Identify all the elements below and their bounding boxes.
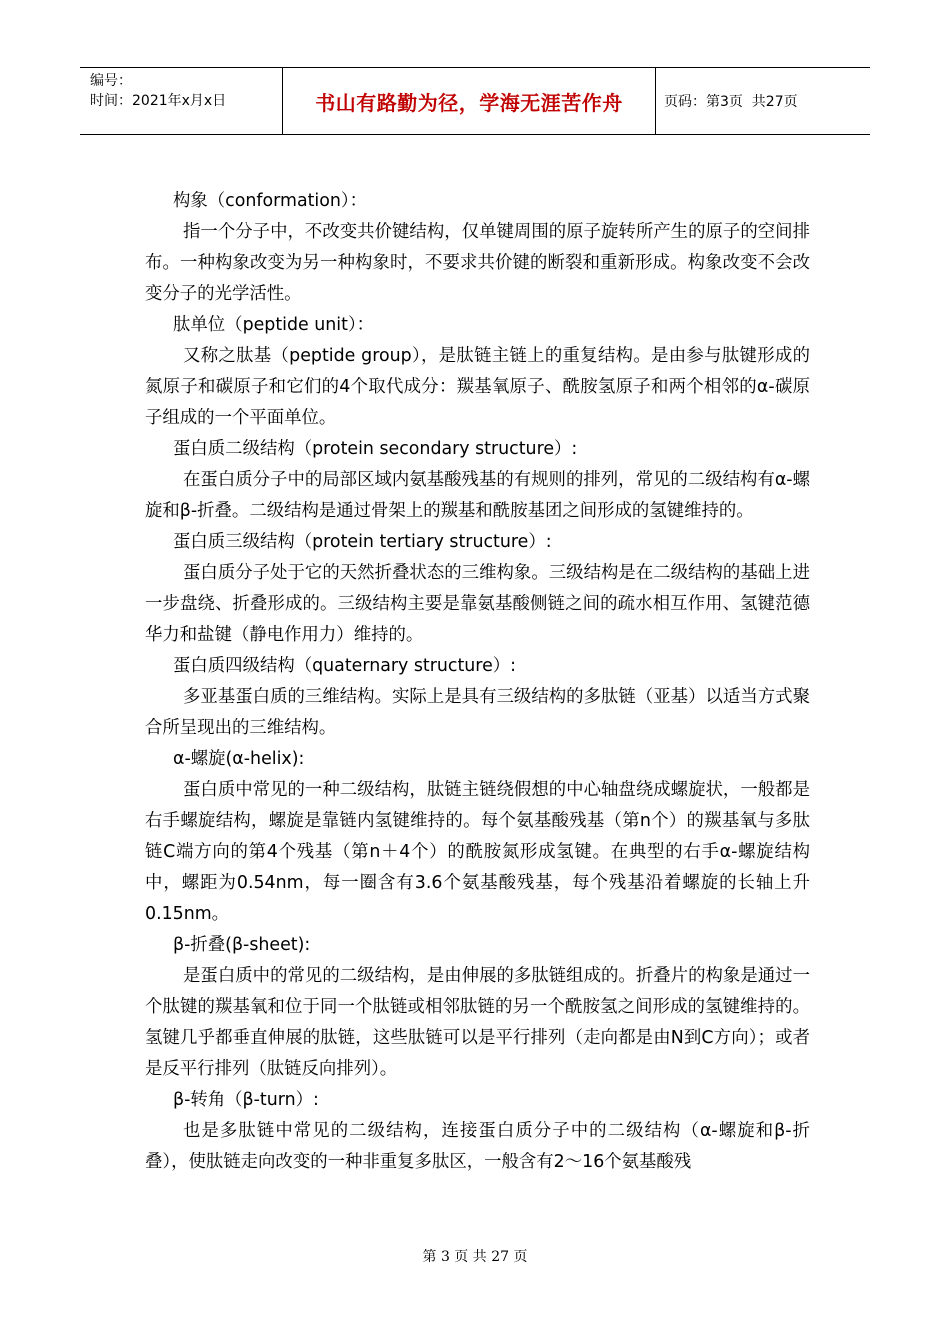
header-page-info: 页码：第3页 共27页 (664, 94, 798, 110)
header-motto: 书山有路勤为径，学海无涯苦作舟 (315, 90, 623, 115)
term-heading: β-转角（β-turn）: (173, 1090, 319, 1110)
term-heading: α-螺旋(α-helix): (173, 749, 305, 769)
term-definition: 指一个分子中，不改变共价键结构，仅单键周围的原子旋转所产生的原子的空间排布。一种构象改变为另一种构象时，不要求共价键的断裂和重新形成。构象改变不会改变分子的光学活性。 (145, 222, 810, 304)
term-definition: 也是多肽链中常见的二级结构，连接蛋白质分子中的二级结构（α-螺旋和β-折叠），使肽链走向改变的一种非重复多肽区，一般含有2～16个氨基酸残 (145, 1121, 810, 1172)
header-info-cell (80, 68, 282, 134)
term-definition: 多亚基蛋白质的三维结构。实际上是具有三级结构的多肽链（亚基）以适当方式聚合所呈现出的三维结构。 (145, 687, 810, 738)
term-definition: 蛋白质分子处于它的天然折叠状态的三维构象。三级结构是在二级结构的基础上进一步盘绕、折叠形成的。三级结构主要是靠氨基酸侧链之间的疏水相互作用、氢键范德华力和盐键（静电作用力）维持的。 (145, 563, 810, 645)
header-page-cell (656, 68, 870, 134)
term-definition: 是蛋白质中的常见的二级结构，是由伸展的多肽链组成的。折叠片的构象是通过一个肽键的羰基氧和位于同一个肽链或相邻肽链的另一个酰胺氢之间形成的氢键维持的。氢键几乎都垂直伸展的肽链，这些肽链可以是平行排列（走向都是由N到C方向）；或者是反平行排列（肽链反向排列）。 (145, 966, 810, 1079)
term-heading: 蛋白质四级结构（quaternary structure）: (173, 656, 517, 676)
header-motto-cell (282, 68, 656, 134)
document-date-label: 时间：2021年x月x日 (90, 93, 227, 109)
page-footer: 第 3 页 共 27 页 (422, 1249, 528, 1265)
document-number-label: 编号： (90, 73, 132, 89)
term-heading: 肽单位（peptide unit）： (173, 315, 375, 335)
term-heading: 蛋白质三级结构（protein tertiary structure）: (173, 532, 552, 552)
term-definition: 又称之肽基（peptide group），是肽链主链上的重复结构。是由参与肽键形成的氮原子和碳原子和它们的4个取代成分：羰基氧原子、酰胺氢原子和两个相邻的α-碳原子组成的一个平面单位。 (145, 346, 810, 428)
term-heading: 蛋白质二级结构（protein secondary structure）: (173, 439, 578, 459)
term-heading: β-折叠(β-sheet): (173, 935, 311, 955)
term-definition: 蛋白质中常见的一种二级结构，肽链主链绕假想的中心轴盘绕成螺旋状，一般都是右手螺旋结构，螺旋是靠链内氢键维持的。每个氨基酸残基（第n个）的羰基氧与多肽链C端方向的第4个残基（第n＋4个）的酰胺氮形成氢键。在典型的右手α-螺旋结构中，螺距为0.54nm，每一圈含有3.6个氨基酸残基，每个残基沿着螺旋的长轴上升0.15nm。 (145, 780, 810, 924)
document-body (145, 186, 810, 1178)
term-heading: 构象（conformation）： (173, 191, 367, 211)
page-header (80, 67, 870, 135)
term-definition: 在蛋白质分子中的局部区域内氨基酸残基的有规则的排列，常见的二级结构有α-螺旋和β-折叠。二级结构是通过骨架上的羰基和酰胺基团之间形成的氢键维持的。 (145, 470, 810, 521)
